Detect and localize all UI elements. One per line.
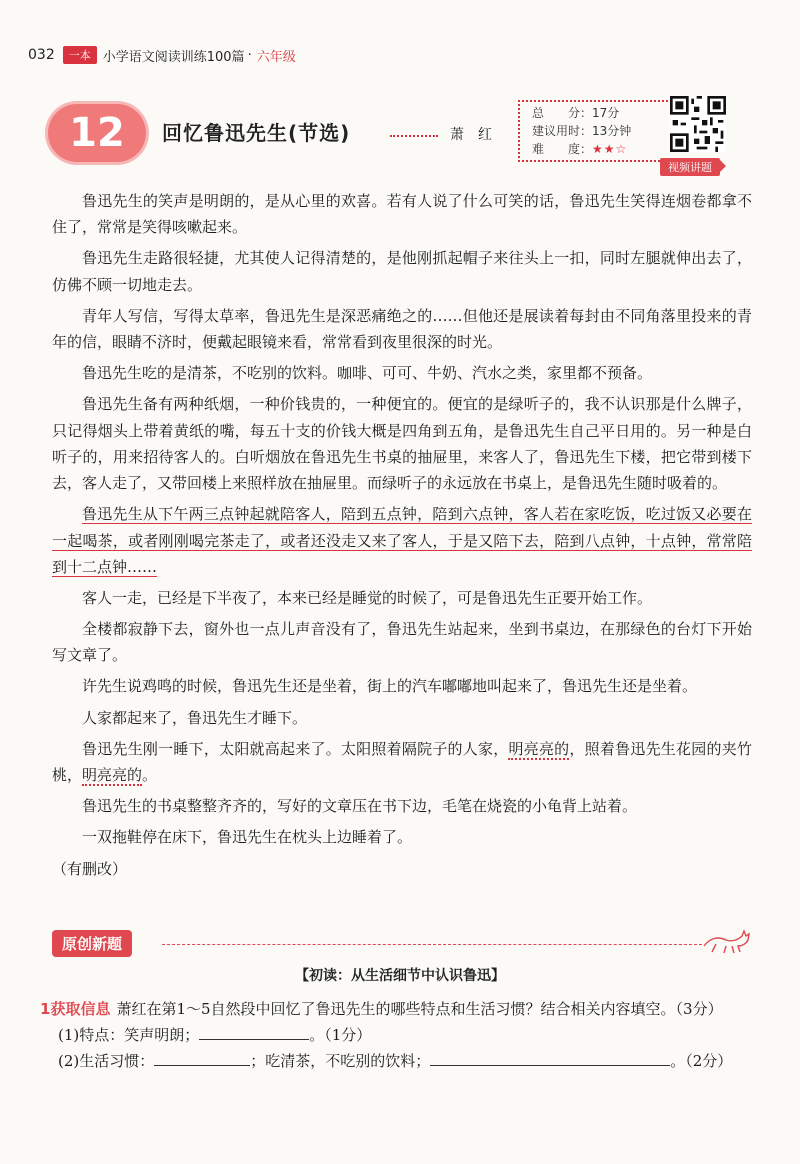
paragraph: 鲁迅先生走路很轻捷，尤其使人记得清楚的，是他刚抓起帽子来往头上一扣，同时左腿就伸出去了，仿佛不顾一切地走去。 [52,249,752,294]
section-label: 原创新题 [52,930,132,957]
video-lesson-tag[interactable]: 视频讲题 [660,158,720,176]
author-line [390,124,492,144]
info-difficulty: 难 度：★★☆ [532,142,628,156]
answer-blank[interactable] [430,1049,670,1066]
section-header [52,928,752,958]
answer-blank[interactable] [154,1049,250,1066]
paragraph: 鲁迅先生刚一睡下，太阳就高起来了。太阳照着隔院子的人家，明亮亮的，照着鲁迅先生花园的夹竹桃，明亮亮的。 [52,739,752,784]
info-time: 建议用时：13分钟 [532,124,632,138]
lesson-title: 回忆鲁迅先生(节选) [162,121,351,145]
question-type: 获取信息 [50,1000,111,1018]
underlined-paragraph [52,501,752,580]
answer-row-1: (1)特点：笑声明朗； 。（1分） [58,1022,760,1048]
question-number: 1 [40,1000,51,1018]
answer-blank[interactable] [199,1023,309,1040]
paragraph: 许先生说鸡鸣的时候，鲁迅先生还是坐着，街上的汽车嘟嘟地叫起来了，鲁迅先生还是坐着。 [82,677,698,696]
question-1 [40,996,760,1074]
author-leader-dots [390,135,438,137]
answer-row-2: (2)生活习惯： ；吃清茶，不吃别的饮料； 。（2分） [58,1048,760,1074]
cat-icon [702,928,752,956]
difficulty-stars: ★★☆ [592,142,628,156]
paragraph: 全楼都寂静下去，窗外也一点儿声音没有了，鲁迅先生站起来，坐到书桌边，在那绿色的台灯下开始写文章了。 [52,620,752,665]
brand-badge: 一本 [63,46,97,64]
underlined-text: 鲁迅先生从下午两三点钟起就陪客人，陪到五点钟，陪到六点钟，客人若在家吃饭，吃过饭又必要在一起喝茶，或者刚刚喝完茶走了，或者还没走又来了客人，于是又陪下去，陪到八点钟，十点钟，常常陪到十二点钟…… [52,505,752,576]
question-text: 萧红在第1～5自然段中回忆了鲁迅先生的哪些特点和生活习惯？结合相关内容填空。（3分） [116,1000,723,1018]
paragraph: 人家都起来了，鲁迅先生才睡下。 [82,708,308,727]
paragraph: 鲁迅先生吃的是清茶，不吃别的饮料。咖啡、可可、牛奶、汽水之类，家里都不预备。 [82,364,653,383]
paragraph: 鲁迅先生备有两种纸烟，一种价钱贵的，一种便宜的。便宜的是绿听子的，我不认识那是什么牌子，只记得烟头上带着黄纸的嘴，每五十支的价钱大概是四角到五角，是鲁迅先生自己平日用的。另一种是白听子的，用来招待客人的。白听烟放在鲁迅先生书桌的抽屉里，来客人了，鲁迅先生下楼，把它带到楼下去，客人走了，又带回楼上来照样放在抽屉里。而绿听子的永远放在书桌上，是鲁迅先生随时吸着的。 [52,395,752,493]
page-number: 032 [28,47,55,63]
emphasis-dotted: 明亮亮的 [82,765,143,784]
series-dot: · [247,47,252,63]
emphasis-dotted: 明亮亮的 [508,739,570,758]
info-box [518,100,680,162]
page-header [28,44,296,66]
question-stem [40,996,760,1022]
lesson-number-badge: 12 [48,104,146,162]
section-subtitle: 【初读：从生活细节中认识鲁迅】 [295,968,505,984]
series-title: 小学语文阅读训练100篇 [102,49,245,65]
paragraph: 客人一走，已经是下半夜了，本来已经是睡觉的时候了，可是鲁迅先生正要开始工作。 [82,588,653,607]
article-body [52,188,752,887]
info-total: 总 分：17分 [532,106,620,120]
qr-code-icon[interactable] [670,96,726,152]
paragraph: 鲁迅先生的笑声是明朗的，是从心里的欢喜。若有人说了什么可笑的话，鲁迅先生笑得连烟卷都拿不住了，常常是笑得咳嗽起来。 [52,192,752,237]
grade-label: 六年级 [256,49,296,65]
edit-note: （有删改） [52,860,128,879]
author-name: 萧 红 [450,127,492,143]
paragraph: 鲁迅先生的书桌整整齐齐的，写好的文章压在书下边，毛笔在烧瓷的小龟背上站着。 [82,797,638,815]
section-divider [162,944,702,945]
paragraph: 一双拖鞋停在床下，鲁迅先生在枕头上边睡着了。 [82,828,413,847]
paragraph: 青年人写信，写得太草率，鲁迅先生是深恶痛绝之的……但他还是展读着每封由不同角落里投来的青年的信，眼睛不济时，便戴起眼镜来看，常常看到夜里很深的时光。 [52,306,752,352]
